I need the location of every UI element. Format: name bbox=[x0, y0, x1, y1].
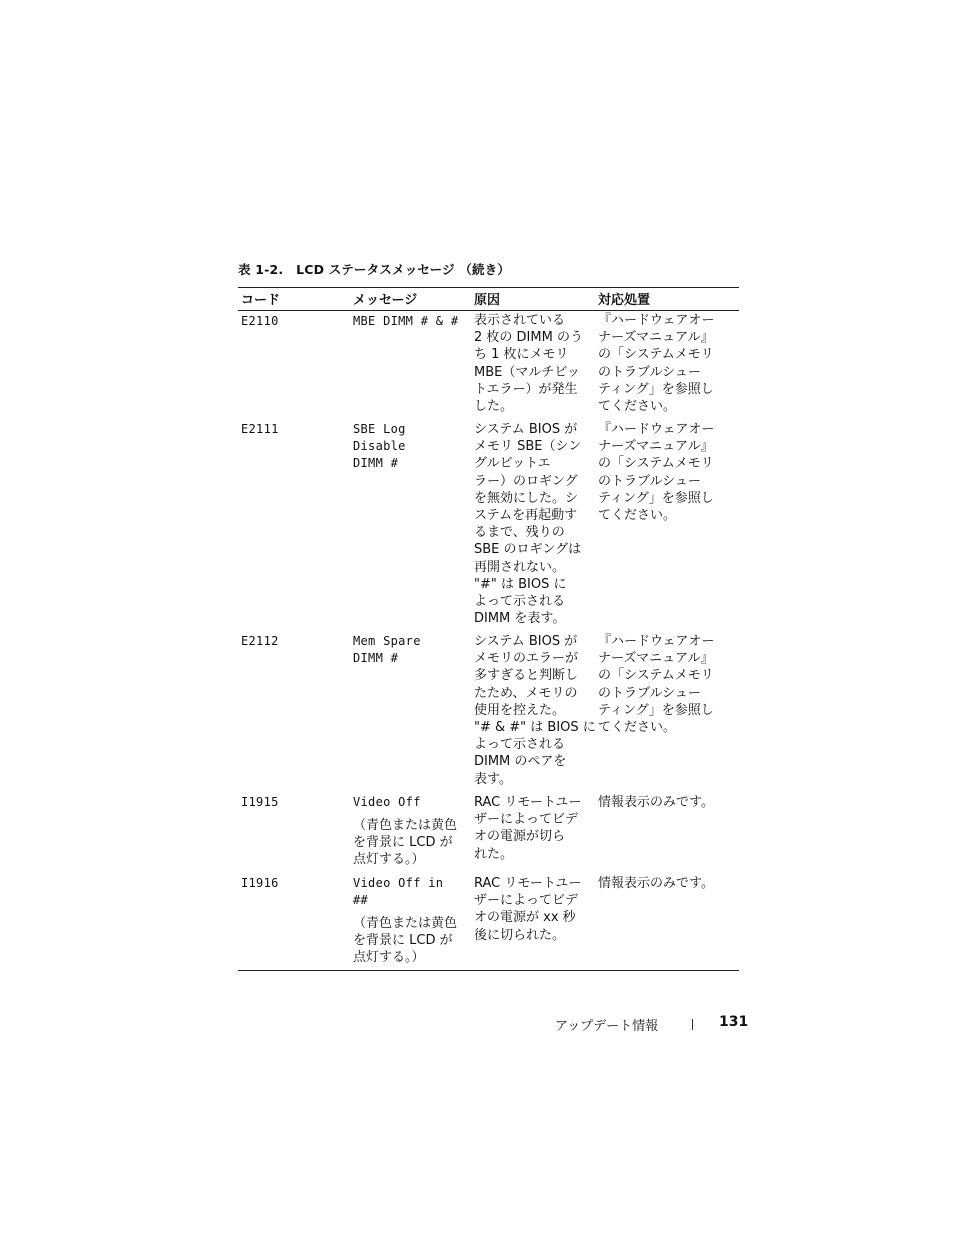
table-caption: 表 1-2. LCD ステータスメッセージ （続き） bbox=[238, 262, 511, 277]
row-message: SBE Log Disable DIMM # bbox=[353, 422, 406, 470]
row-cause: システム BIOS が メモリのエラーが 多すぎると判断し たため、メモリの 使用を控えた。 "# & #" は BIOS に よって示される DIMM のペアを 表す。 bbox=[474, 634, 596, 787]
header-message: メッセージ bbox=[353, 293, 418, 308]
table-top-rule bbox=[238, 287, 739, 288]
footer-section-title: アップデート情報 bbox=[555, 1019, 659, 1034]
row-action: 『ハードウェアオー ナーズマニュアル』 の「システムメモリ のトラブルシュー ティング」を参照し てください。 bbox=[598, 422, 715, 524]
row-action: 情報表示のみです。 bbox=[598, 795, 714, 810]
row-message: Mem Spare DIMM # bbox=[353, 634, 421, 665]
footer-separator bbox=[692, 1019, 693, 1030]
page-number: 131 bbox=[719, 1014, 749, 1030]
row-message: Video Off in ## bbox=[353, 876, 444, 907]
row-cause: RAC リモートユー ザーによってビデ オの電源が切ら れた。 bbox=[474, 795, 582, 862]
row-cause: RAC リモートユー ザーによってビデ オの電源が xx 秒 後に切られた。 bbox=[474, 876, 582, 943]
row-message: MBE DIMM # & # bbox=[353, 314, 459, 328]
row-code: I1916 bbox=[241, 876, 279, 890]
row-cause: システム BIOS が メモリ SBE（シン グルビットエ ラー）のロギング を無効にした。シ ステムを再起動す るまで、残りの SBE のロギングは 再開されない。 "#" は BIOS に よって示される DIMM を表す。 bbox=[474, 422, 582, 627]
row-action: 『ハードウェアオー ナーズマニュアル』 の「システムメモリ のトラブルシュー ティング」を参照し てください。 bbox=[598, 313, 715, 415]
row-action: 『ハードウェアオー ナーズマニュアル』 の「システムメモリ のトラブルシュー ティング」を参照し てください。 bbox=[598, 634, 715, 736]
row-message-note: （青色または黄色 を背景に LCD が 点灯する。） bbox=[353, 818, 458, 868]
row-code: E2112 bbox=[241, 634, 279, 648]
row-message-note: （青色または黄色 を背景に LCD が 点灯する。） bbox=[353, 916, 458, 966]
table-bottom-rule bbox=[238, 970, 739, 971]
row-code: E2110 bbox=[241, 314, 279, 328]
header-code: コード bbox=[241, 293, 281, 308]
row-message: Video Off bbox=[353, 795, 421, 809]
row-cause: 表示されている 2 枚の DIMM のう ち 1 枚にメモリ MBE（マルチビッ トエラー）が発生 した。 bbox=[474, 313, 583, 415]
row-code: E2111 bbox=[241, 422, 279, 436]
table-header-rule bbox=[238, 310, 739, 311]
header-cause: 原因 bbox=[474, 293, 501, 308]
header-action: 対応処置 bbox=[598, 293, 651, 308]
row-code: I1915 bbox=[241, 795, 279, 809]
row-action: 情報表示のみです。 bbox=[598, 876, 714, 891]
